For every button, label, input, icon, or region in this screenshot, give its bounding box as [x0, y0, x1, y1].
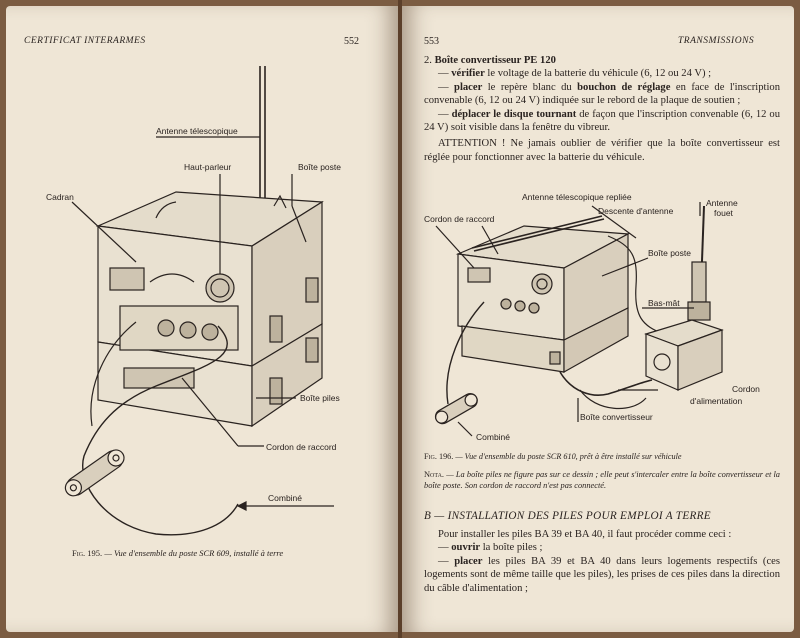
nota-label: Nota.	[424, 470, 444, 479]
label-antenne-fouet-2: fouet	[714, 208, 733, 218]
battery-intro: Pour installer les piles BA 39 et BA 40, il faut procéder comme ceci :	[438, 529, 732, 540]
figure-196-drawing	[402, 176, 794, 476]
right-page-number: 553	[424, 36, 439, 47]
attention-paragraph: ATTENTION ! Ne jamais oublier de vérifier que la boîte convertisseur est réglée pour fonctionner avec la batterie du véhicule.	[424, 138, 780, 163]
label-cadran: Cadran	[46, 192, 74, 202]
step-place-batteries: — placer les piles BA 39 et BA 40 dans leurs logements respectifs (ces logements sont de même taille que les piles), les prises de ces piles dans la direction du câble d'alimentation ;	[424, 555, 780, 594]
nota-text: — La boîte piles ne figure pas sur ce dessin ; elle peut s'intercaler entre la boîte convertisseur et la boîte poste. Son cordon de raccord n'est pas connecté.	[424, 470, 780, 490]
right-page	[402, 6, 794, 632]
left-running-head: CERTIFICAT INTERARMES	[24, 36, 146, 46]
label-antenne-telescopique: Antenne télescopique	[156, 126, 238, 136]
figure-196-text: — Vue d'ensemble du poste SCR 610, prêt à être installé sur véhicule	[453, 452, 682, 461]
label-boite-convertisseur: Boîte convertisseur	[580, 412, 653, 422]
instruction-verify: — vérifier le voltage de la batterie du véhicule (6, 12 ou 24 V) ;	[438, 68, 712, 80]
label-antenne-repliee: Antenne télescopique repliée	[522, 192, 632, 202]
figure-195-caption	[72, 548, 283, 558]
step-open: — ouvrir la boîte piles ;	[438, 542, 543, 554]
left-page	[6, 6, 398, 632]
label-cordon-raccord: Cordon de raccord	[266, 442, 337, 452]
instruction-place: — placer le repère blanc du bouchon de réglage en face de l'inscription convenable (6, 12 ou 24 V) indiquée sur le rebord de la plaque de soutien ;	[424, 81, 780, 107]
label-boite-poste-196: Boîte poste	[648, 248, 692, 258]
section-b-title: B — INSTALLATION DES PILES POUR EMPLOI A TERRE	[424, 510, 711, 522]
label-cordon-alim-2: d'alimentation	[690, 396, 743, 406]
right-running-head: TRANSMISSIONS	[678, 36, 755, 46]
figure-195-text: — Vue d'ensemble du poste SCR 609, installé à terre	[102, 548, 284, 558]
instruction-move-disk: — déplacer le disque tournant de façon que l'inscription convenable (6, 12 ou 24 V) soit visible dans la fenêtre du vibreur.	[424, 108, 780, 134]
label-haut-parleur: Haut-parleur	[184, 162, 232, 172]
label-combine: Combiné	[268, 493, 303, 503]
label-descente-antenne: Descente d'antenne	[598, 206, 674, 216]
label-cordon-raccord-196: Cordon de raccord	[424, 214, 495, 224]
figure-195-drawing	[6, 6, 398, 546]
figure-196-number: Fig. 196.	[424, 452, 454, 461]
label-cordon-alim-1: Cordon	[732, 384, 760, 394]
converter-instructions	[424, 54, 780, 164]
section-heading: 2. Boîte convertisseur PE 120	[424, 55, 556, 66]
figure-196-caption	[424, 452, 682, 461]
label-boite-piles: Boîte piles	[300, 393, 340, 403]
left-page-number: 552	[344, 36, 359, 47]
battery-instructions	[424, 528, 780, 595]
label-combine-196: Combiné	[476, 432, 511, 442]
nota-block	[424, 470, 780, 491]
figure-195-number: Fig. 195.	[72, 548, 103, 558]
label-boite-poste: Boîte poste	[298, 162, 342, 172]
label-bas-mat: Bas-mât	[648, 298, 680, 308]
label-antenne-fouet-1: Antenne	[706, 198, 738, 208]
